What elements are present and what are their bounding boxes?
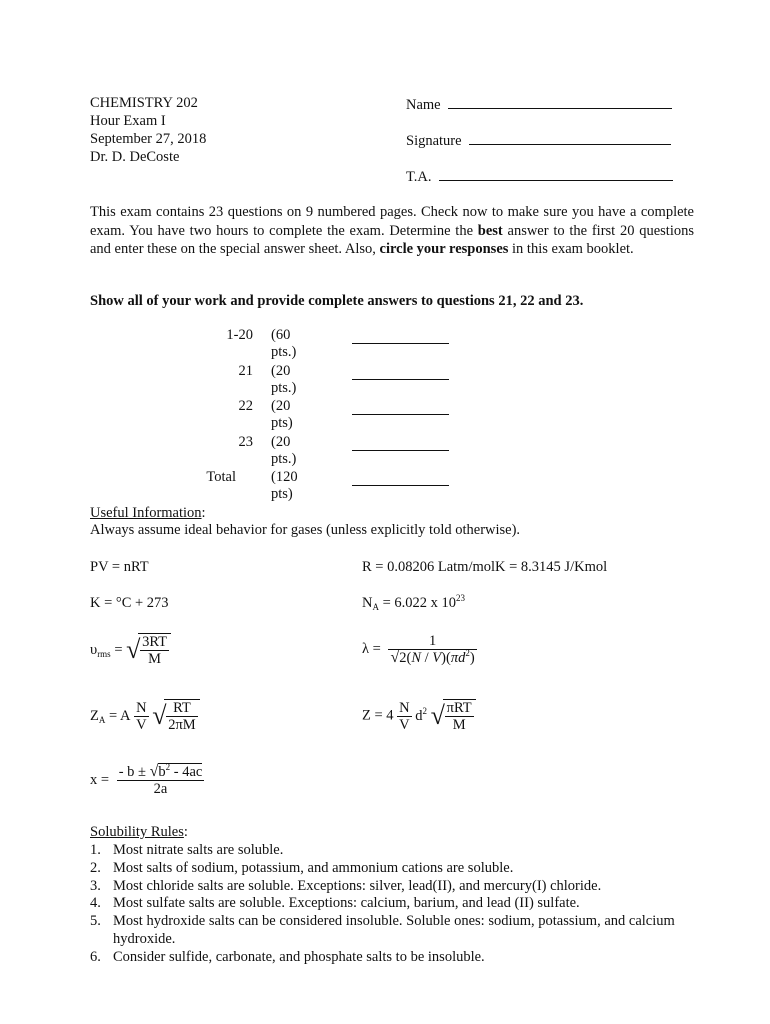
- score-blank[interactable]: [352, 401, 449, 415]
- name-line[interactable]: [448, 95, 672, 109]
- ideal-gas-law: PV = nRT: [90, 559, 149, 575]
- list-item: 5. Most hydroxide salts can be considered insoluble. Soluble ones: sodium, potassium, and calcium hydroxide.: [90, 913, 675, 947]
- gas-constant: R = 0.08206 Latm/molK = 8.3145 J/Kmol: [362, 559, 608, 575]
- useful-info-heading: Useful Information:: [90, 505, 206, 521]
- quadratic-formula: x = $\frac{- b \pm √b^2 - 4ac}{2a}$: [90, 762, 203, 797]
- solubility-heading: Solubility Rules:: [90, 824, 188, 840]
- list-item: 6. Consider sulfide, carbonate, and phosphate salts to be insoluble.: [90, 948, 485, 965]
- signature-label: Signature: [406, 133, 462, 149]
- list-item: 2. Most salts of sodium, potassium, and ammonium cations are soluble.: [90, 859, 514, 876]
- signature-field[interactable]: [406, 131, 671, 150]
- score-blank[interactable]: [352, 437, 449, 451]
- intro-paragraph: This exam contains 23 questions on 9 numbered pages. Check now to make sure you have a complete exam. You have two hours to complete the exam. Determine the best answer to the first 20 questions and enter these on the special answer sheet. Also, circle your responses in this exam booklet.: [90, 204, 694, 257]
- collision-frequency-formula: Z = 4 $\frac{N}{V}$ $d^2$ √ $\frac{\text{πRT}}{M}$: [362, 699, 476, 733]
- course-title: CHEMISTRY 202: [90, 95, 198, 111]
- avogadro-number: $N_A = 6.022$ x $10^{23}$: [362, 593, 466, 612]
- ta-line[interactable]: [439, 167, 673, 181]
- ideal-gas-note: Always assume ideal behavior for gases (unless explicitly told otherwise).: [90, 522, 521, 538]
- score-blank[interactable]: [352, 472, 449, 486]
- instructions-bold: Show all of your work and provide complete answers to questions 21, 22 and 23.: [90, 293, 584, 309]
- score-blank[interactable]: [352, 366, 449, 380]
- signature-line[interactable]: [469, 131, 671, 145]
- rms-speed-formula: $\upsilon_{rms}$ = √ $\frac{3RT}{M}$: [90, 633, 171, 667]
- name-label: Name: [406, 97, 441, 113]
- instructor: Dr. D. DeCoste: [90, 149, 180, 165]
- list-item: 3. Most chloride salts are soluble. Exceptions: silver, lead(II), and mercury(I) chloride.: [90, 877, 602, 894]
- kelvin-conversion: K = °C + 273: [90, 595, 169, 611]
- list-item: 4. Most sulfate salts are soluble. Exceptions: calcium, barium, and lead (II) sulfate.: [90, 895, 580, 912]
- ta-field[interactable]: [406, 167, 673, 186]
- solubility-rules-list: [90, 842, 710, 967]
- list-item: 1. Most nitrate salts are soluble.: [90, 842, 284, 858]
- collision-rate-formula: $Z_A = A$ $\frac{N}{V}$ √ $\frac{RT}{2\pi M}$: [90, 699, 200, 733]
- ta-label: T.A.: [406, 169, 432, 185]
- score-blank[interactable]: [352, 330, 449, 344]
- exam-date: September 27, 2018: [90, 131, 207, 147]
- exam-title: Hour Exam I: [90, 113, 166, 129]
- mean-free-path-formula: λ = $\frac{1}{√2(N / V)(\pi d^2)}$: [362, 633, 475, 666]
- name-field[interactable]: [406, 95, 672, 114]
